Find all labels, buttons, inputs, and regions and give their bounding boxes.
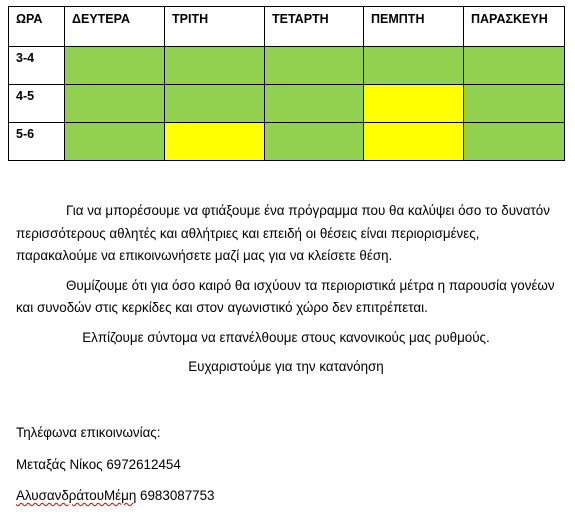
paragraph-booking: Για να μπορέσουμε να φτιάξουμε ένα πρόγραμμα που θα καλύψει όσο το δυνατόν περισσότερους αθλητές και αθλήτριες και επειδή οι θέσεις είναι περιορισμένες, παρακαλούμε να επικοινωνήσετε μαζί μας για να κλείσετε θέση. <box>16 203 550 263</box>
slot-cell <box>165 47 265 85</box>
contacts-title: Τηλέφωνα επικοινωνίας: <box>16 425 161 440</box>
contact-alysandratou-phone: 6983087753 <box>136 488 215 503</box>
slot-cell <box>364 47 464 85</box>
schedule-header-row <box>9 7 565 47</box>
slot-cell <box>65 123 165 161</box>
schedule-row <box>9 123 565 161</box>
contacts-block <box>16 422 215 517</box>
header-monday: ΔΕΥΤΕΡΑ <box>65 7 165 47</box>
contact-alysandratou <box>16 485 215 507</box>
paragraph-hope: Ελπίζουμε σύντομα να επανέλθουμε στους κανονικούς μας ρυθμούς. <box>82 329 490 345</box>
schedule-row <box>9 47 565 85</box>
slot-cell <box>464 85 565 123</box>
paragraph-restrictions: Θυμίζουμε ότι για όσο καιρό θα ισχύουν τα περιοριστικά μέτρα η παρουσία γονέων και συνοδών στις κερκίδες και στον αγωνιστικό χώρο δεν επιτρέπεται. <box>16 277 555 315</box>
header-hour: ΩΡΑ <box>9 7 65 47</box>
time-cell: 4-5 <box>9 85 65 123</box>
slot-cell <box>165 123 265 161</box>
schedule-table <box>8 6 565 161</box>
slot-cell <box>65 47 165 85</box>
time-cell: 5-6 <box>9 123 65 161</box>
header-tuesday: ΤΡΙΤΗ <box>165 7 265 47</box>
time-cell: 3-4 <box>9 47 65 85</box>
slot-cell <box>265 123 364 161</box>
slot-cell <box>65 85 165 123</box>
header-wednesday: ΤΕΤΑΡΤΗ <box>265 7 364 47</box>
slot-cell <box>265 85 364 123</box>
header-friday: ΠΑΡΑΣΚΕΥΗ <box>464 7 565 47</box>
contact-alysandratou-name: ΑλυσανδράτουΜέμη <box>16 488 137 503</box>
paragraph-thanks: Ευχαριστούμε για την κατανόηση <box>188 359 384 374</box>
schedule-row <box>9 85 565 123</box>
slot-cell <box>464 47 565 85</box>
slot-cell <box>464 123 565 161</box>
slot-cell <box>364 85 464 123</box>
announcement-text <box>16 200 556 379</box>
header-thursday: ΠΕΜΠΤΗ <box>364 7 464 47</box>
contact-metaxas: Μεταξάς Νίκος 6972612454 <box>16 456 181 472</box>
slot-cell <box>364 123 464 161</box>
slot-cell <box>265 47 364 85</box>
slot-cell <box>165 85 265 123</box>
